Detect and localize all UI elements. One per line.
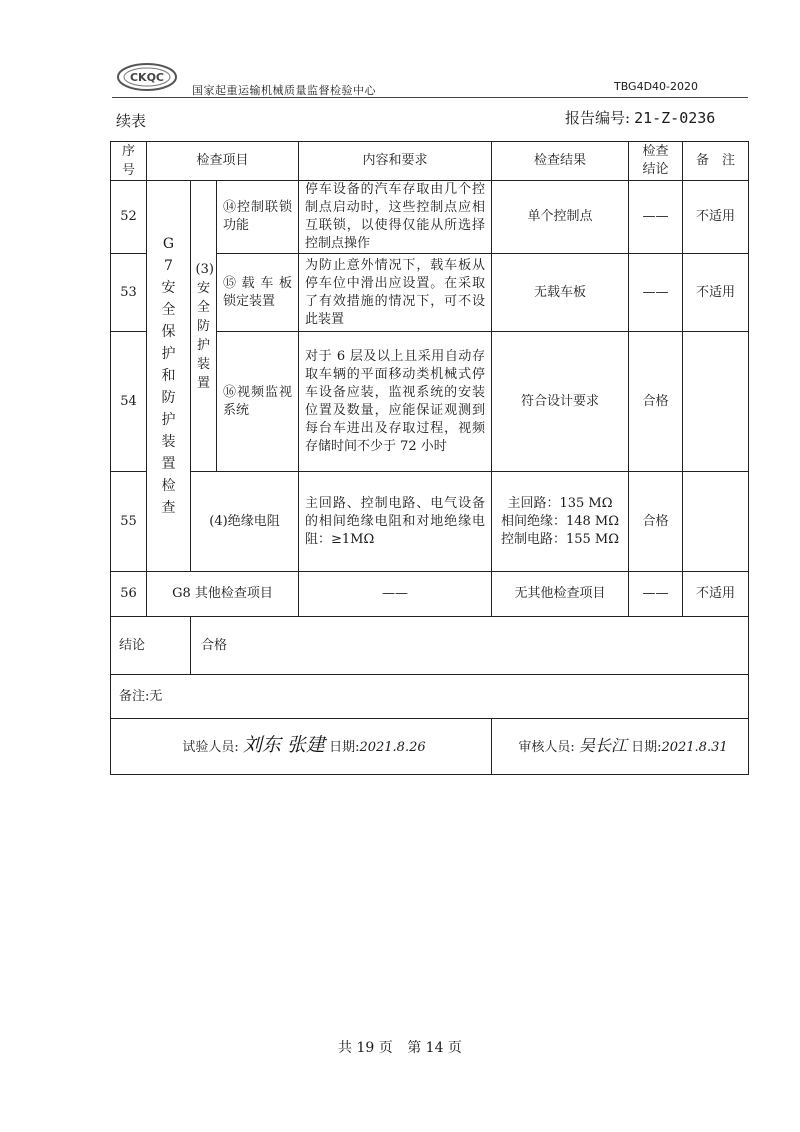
- header-seq: 序号: [111, 142, 147, 181]
- row-remark: 不适用: [683, 254, 749, 332]
- organization-name: 国家起重运输机械质量监督检验中心: [192, 84, 376, 97]
- tester-label: 试验人员:: [182, 740, 239, 755]
- header-result: 检查结果: [492, 142, 629, 181]
- header-divider: [112, 97, 748, 98]
- row-seq: 52: [111, 181, 147, 254]
- row-seq: 53: [111, 254, 147, 332]
- svg-text:CKQC: CKQC: [129, 71, 165, 84]
- row-verdict: 合格: [629, 332, 683, 472]
- g7-category: G7安全保护和防护装置检查: [147, 181, 191, 572]
- ckqc-logo-icon: [116, 62, 178, 92]
- report-number: [565, 107, 715, 128]
- tester-date: 2021.8.26: [359, 740, 426, 755]
- result-line: 控制电路：155 MΩ: [500, 531, 620, 547]
- row-remark: 不适用: [683, 572, 749, 617]
- remark-cell: [111, 675, 749, 719]
- row-result: 无载车板: [492, 254, 629, 332]
- result-line: 主回路：135 MΩ: [507, 495, 613, 511]
- remark-value: 无: [149, 688, 163, 704]
- remark-row: [111, 675, 749, 719]
- row-seq: 55: [111, 472, 147, 572]
- reviewer-cell: [492, 719, 749, 775]
- row-seq: 56: [111, 572, 147, 617]
- header-content: 内容和要求: [299, 142, 492, 181]
- conclusion-value: 合格: [191, 617, 749, 675]
- row-verdict: ——: [629, 254, 683, 332]
- table-row: [111, 572, 749, 617]
- row-seq: 54: [111, 332, 147, 472]
- row-result: 符合设计要求: [492, 332, 629, 472]
- row-verdict: ——: [629, 572, 683, 617]
- row-content: 对于 6 层及以上且采用自动存取车辆的平面移动类机械式停车设备应装，监视系统的安装位置及数量，应能保证观测到每台车进出及存取过程，视频存储时间不少于 72 小时: [299, 332, 492, 472]
- report-number-label: 报告编号:: [565, 109, 631, 127]
- row-verdict: ——: [629, 181, 683, 254]
- row-item: ⑯视频监视系统: [217, 332, 299, 472]
- table-header-row: [111, 142, 749, 181]
- tester-signature: 刘东 张建: [242, 734, 325, 756]
- row-item: G8 其他检查项目: [147, 572, 299, 617]
- sub3-category: (3)安全防护装置: [191, 181, 217, 472]
- total-pages: 共 19 页: [338, 1040, 393, 1056]
- result-line: 相间绝缘：148 MΩ: [500, 513, 620, 529]
- row-content: 为防止意外情况下，载车板从停车位中滑出应设置。在采取了有效措施的情况下，可不设此装置: [299, 254, 492, 332]
- continuation-label: 续表: [116, 112, 147, 130]
- row-content: 停车设备的汽车存取由几个控制点启动时，这些控制点应相互联锁，以使得仅能从所选择控制点操作: [299, 181, 492, 254]
- tester-cell: [111, 719, 492, 775]
- inspection-table: [110, 141, 749, 775]
- row-item: ⑮ 载 车 板锁定装置: [217, 254, 299, 332]
- current-page: 第 14 页: [407, 1040, 462, 1056]
- header-item: 检查项目: [147, 142, 299, 181]
- row-result: 单个控制点: [492, 181, 629, 254]
- reviewer-signature: 吴长江: [578, 735, 627, 755]
- reviewer-date-label: 日期:: [631, 739, 662, 755]
- row-item: (4)绝缘电阻: [191, 472, 299, 572]
- remark-label: 备注:: [119, 688, 150, 704]
- row-remark: [683, 332, 749, 472]
- row-content: ——: [299, 572, 492, 617]
- row-verdict: 合格: [629, 472, 683, 572]
- reviewer-date: 2021.8.31: [661, 739, 728, 755]
- report-number-value: 21-Z-0236: [634, 109, 716, 127]
- signature-row: [111, 719, 749, 775]
- page-footer: [0, 1037, 800, 1057]
- reviewer-label: 审核人员:: [518, 739, 575, 755]
- row-item: ⑭控制联锁功能: [217, 181, 299, 254]
- header-verdict: 检查结论: [629, 142, 683, 181]
- table-row: [111, 472, 749, 572]
- conclusion-row: [111, 617, 749, 675]
- page-header: [112, 62, 748, 98]
- row-result: [492, 472, 629, 572]
- tester-date-label: 日期:: [329, 740, 360, 755]
- row-result: 无其他检查项目: [492, 572, 629, 617]
- document-code: TBG4D40-2020: [613, 80, 698, 93]
- row-remark: [683, 472, 749, 572]
- row-remark: 不适用: [683, 181, 749, 254]
- header-remark: 备 注: [683, 142, 749, 181]
- conclusion-label: 结论: [111, 617, 191, 675]
- row-content: 主回路、控制电路、电气设备的相间绝缘电阻和对地绝缘电阻：≥1MΩ: [299, 472, 492, 572]
- table-row: [111, 181, 749, 254]
